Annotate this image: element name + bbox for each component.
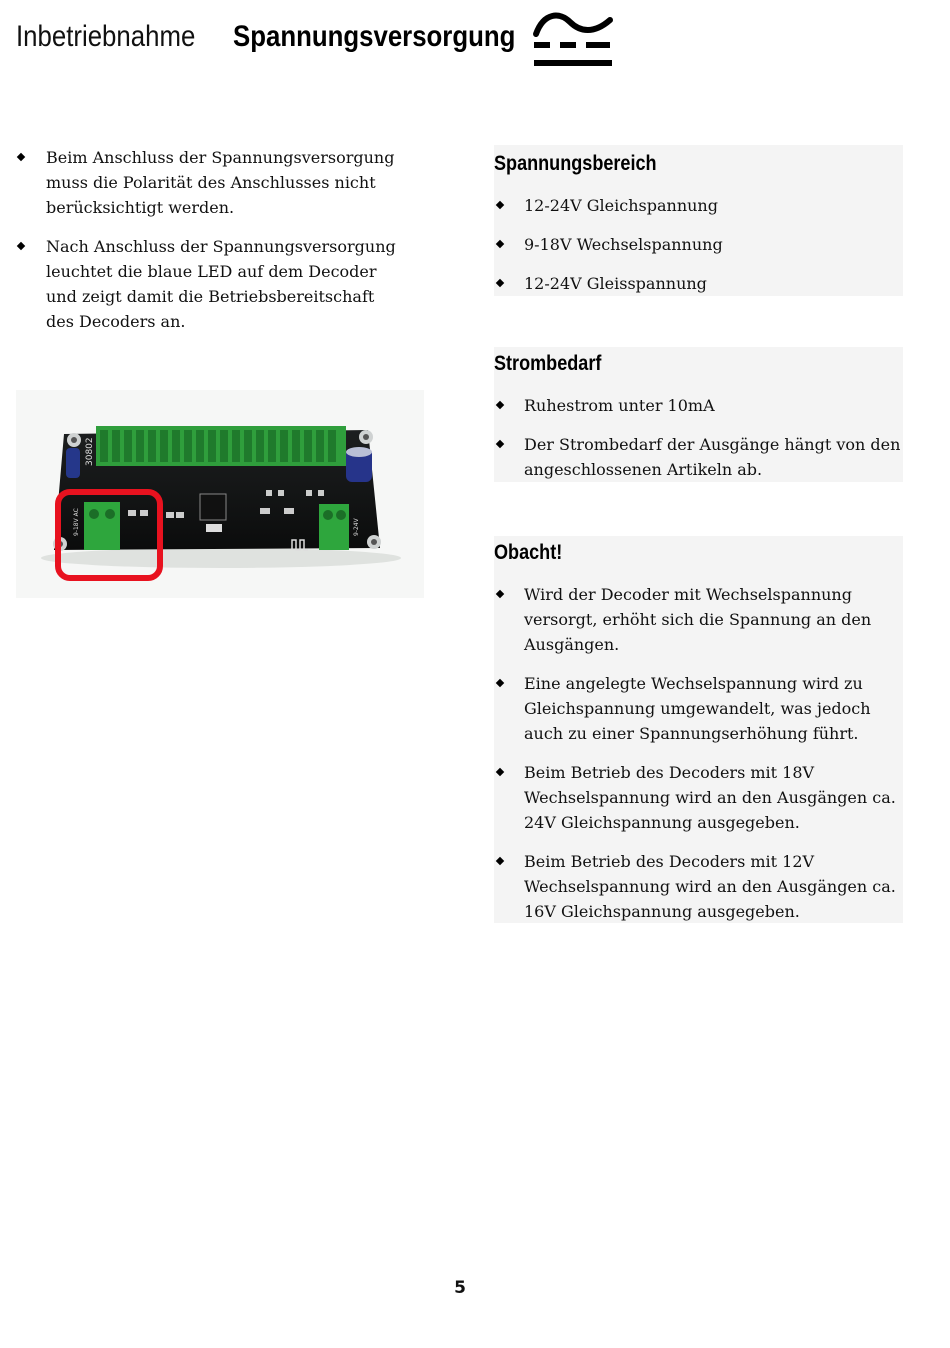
list-item-text: Der Strombedarf der Ausgänge hängt von den angeschlossenen Artikeln ab.: [524, 435, 901, 479]
list-item-text: Eine angelegte Wechselspannung wird zu Gleichspannung umgewandelt, was jedoch auch zu einer Spannungserhöhung führt.: [524, 674, 871, 743]
power-demand-list: [494, 393, 903, 482]
decoder-photo: [16, 390, 424, 598]
caution-box: [494, 536, 903, 923]
list-item: [494, 193, 903, 218]
list-item-text: Beim Betrieb des Decoders mit 18V Wechselspannung wird an den Ausgängen ca. 24V Gleichspannung ausgegeben.: [524, 763, 896, 832]
page-header: [0, 0, 950, 90]
bullet-diamond-icon: [17, 153, 25, 161]
list-item-text: 12-24V Gleisspannung: [524, 274, 707, 293]
list-item: [16, 234, 406, 334]
bullet-diamond-icon: [496, 240, 504, 248]
list-item-text: 12-24V Gleichspannung: [524, 196, 718, 215]
terminal-left-label: 9-18V AC: [73, 508, 80, 536]
list-item: [494, 760, 903, 835]
list-item: [16, 145, 406, 220]
bullet-diamond-icon: [496, 768, 504, 776]
page-number: 5: [454, 1278, 466, 1298]
bullet-diamond-icon: [496, 201, 504, 209]
power-demand-box: [494, 347, 903, 482]
power-demand-heading: Strombedarf: [494, 352, 602, 375]
list-item: [494, 671, 903, 746]
voltage-range-box: [494, 145, 903, 296]
bullet-diamond-icon: [496, 279, 504, 287]
caution-heading: Obacht!: [494, 541, 563, 564]
bullet-diamond-icon: [496, 679, 504, 687]
section-title: Inbetriebnahme: [16, 20, 196, 53]
bullet-diamond-icon: [17, 242, 25, 250]
list-item-text: Ruhestrom unter 10mA: [524, 396, 715, 415]
list-item-text: 9-18V Wechselspannung: [524, 235, 723, 254]
list-item-text: Wird der Decoder mit Wechselspannung versorgt, erhöht sich die Spannung an den Ausgängen.: [524, 585, 872, 654]
list-item: [494, 582, 903, 657]
caution-list: [494, 582, 903, 924]
list-item: [494, 271, 903, 296]
bullet-diamond-icon: [496, 440, 504, 448]
list-item-text: Beim Anschluss der Spannungsversorgung muss die Polarität des Anschlusses nicht berücksichtigt werden.: [46, 148, 395, 217]
board-label: 30802: [85, 437, 95, 466]
voltage-range-list: [494, 193, 903, 296]
list-item: [494, 432, 903, 482]
decoder-board-illustration: [16, 390, 424, 598]
ac-dc-power-icon: [530, 6, 616, 72]
bullet-diamond-icon: [496, 590, 504, 598]
bullet-diamond-icon: [496, 857, 504, 865]
list-item: [494, 393, 903, 418]
list-item-text: Nach Anschluss der Spannungsversorgung leuchtet die blaue LED auf dem Decoder und zeigt damit die Betriebsbereitschaft des Decoders an.: [46, 237, 396, 331]
terminal-right-label: 9-24V: [353, 518, 360, 536]
intro-column: [16, 145, 406, 348]
bullet-diamond-icon: [496, 401, 504, 409]
intro-list: [16, 145, 406, 334]
list-item-text: Beim Betrieb des Decoders mit 12V Wechselspannung wird an den Ausgängen ca. 16V Gleichspannung ausgegeben.: [524, 852, 896, 921]
voltage-range-heading: Spannungsbereich: [494, 152, 657, 175]
list-item: [494, 849, 903, 924]
page-title: Spannungsversorgung: [233, 20, 516, 53]
list-item: [494, 232, 903, 257]
